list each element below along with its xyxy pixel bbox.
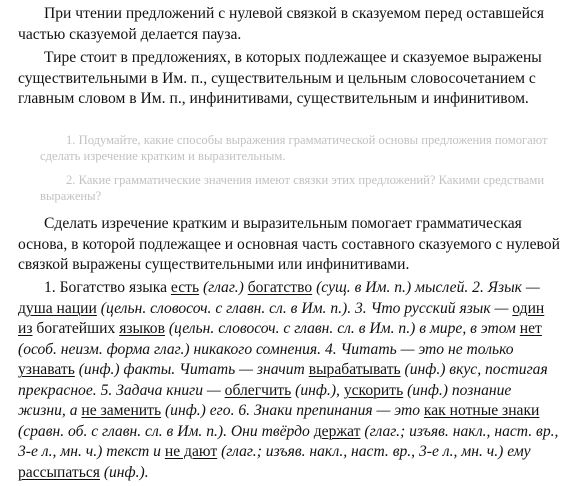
predicate-underlined: душа нации bbox=[18, 299, 97, 317]
grammar-note: (инф.) вкус, постигая прекрасное. 5. Задача книги — bbox=[18, 361, 548, 399]
grammar-note: (глаг.) bbox=[199, 279, 248, 296]
paragraph-text: Сделать изречение кратким и выразительным помогает грамматическая основа, в которой подлежащее и основная часть составного сказуемого с нулевой связкой выражены существительными или инфинитивами. bbox=[18, 215, 560, 273]
predicate-underlined: как нотные знаки bbox=[423, 402, 540, 419]
paragraph-dash-rule bbox=[18, 48, 560, 110]
paragraph-text: Тире стоит в предложениях, в которых подлежащее и сказуемое выражены существительными в Им. п., существительным и цельным словосочетанием с главным словом в Им. п., инфинитивами, существительным и инфинитивом. bbox=[18, 49, 542, 107]
examples-text bbox=[18, 278, 560, 483]
predicate-underlined: рассыпаться bbox=[18, 463, 100, 481]
question-text: 1. Подумайте, какие способы выражения грамматической основы предложения помогают сделать изречение кратким и выразительным. bbox=[40, 133, 548, 163]
grammar-note: (инф.), bbox=[291, 381, 344, 399]
grammar-note: (инф.) факты. Читать — значит bbox=[74, 361, 309, 378]
grammar-note: (цельн. словосоч. с главн. сл. в Им. п.). 3. Что русский язык — bbox=[96, 299, 513, 317]
predicate-underlined: вырабатывать bbox=[308, 361, 401, 378]
paragraph-answer bbox=[18, 214, 560, 276]
grammar-note: (глаг.; изъяв. накл., наст. вр., 3-е л., мн. ч.) ему bbox=[217, 443, 531, 460]
predicate-underlined: облегчить bbox=[224, 381, 292, 399]
grammar-note: (инф.) познание жизни, а bbox=[18, 381, 512, 419]
grammar-note: (сравн. об. с главн. сл. в Им. п.). Они твёрдо bbox=[18, 422, 314, 440]
predicate-underlined: языков bbox=[119, 320, 165, 337]
grammar-note: (сущ. в Им. п.) мыслей. 2. Язык — bbox=[312, 279, 540, 296]
predicate-underlined: нет bbox=[519, 320, 542, 337]
predicate-underlined: ускорить bbox=[343, 381, 404, 399]
predicate-underlined: не заменить bbox=[81, 402, 162, 419]
example-text: богатейших bbox=[32, 320, 120, 337]
grammar-note: (глаг.; изъяв. накл., наст. вр., 3-е л., мн. ч.) текст и bbox=[18, 422, 559, 460]
predicate-underlined: есть bbox=[170, 279, 200, 296]
paragraph-text: При чтении предложений с нулевой связкой в сказуемом перед оставшейся частью сказуемой делается пауза. bbox=[18, 5, 545, 43]
example-text: 1. Богатство языка bbox=[44, 279, 171, 296]
predicate-underlined: богатство bbox=[247, 279, 313, 296]
question-text: 2. Какие грамматические значения имеют связки этих предложений? Какими средствами выражены? bbox=[40, 173, 545, 203]
paragraph-pause-rule bbox=[18, 4, 560, 45]
predicate-underlined: держат bbox=[313, 422, 361, 440]
faded-question-1 bbox=[40, 132, 555, 164]
grammar-note: (особ. неизм. форма глаг.) никакого сомнения. 4. Читать — это не только bbox=[18, 340, 514, 358]
grammar-note: (инф.) его. 6. Знаки препинания — это bbox=[161, 402, 424, 419]
predicate-underlined: один из bbox=[18, 299, 545, 337]
grammar-note: (цельн. словосоч. с главн. сл. в Им. п.) в мире, в этом bbox=[164, 320, 520, 337]
faded-question-2 bbox=[40, 172, 555, 204]
grammar-note: (инф.). bbox=[99, 463, 149, 481]
examples-paragraph bbox=[18, 278, 560, 483]
predicate-underlined: узнавать bbox=[18, 361, 75, 378]
predicate-underlined: не дают bbox=[164, 443, 218, 460]
